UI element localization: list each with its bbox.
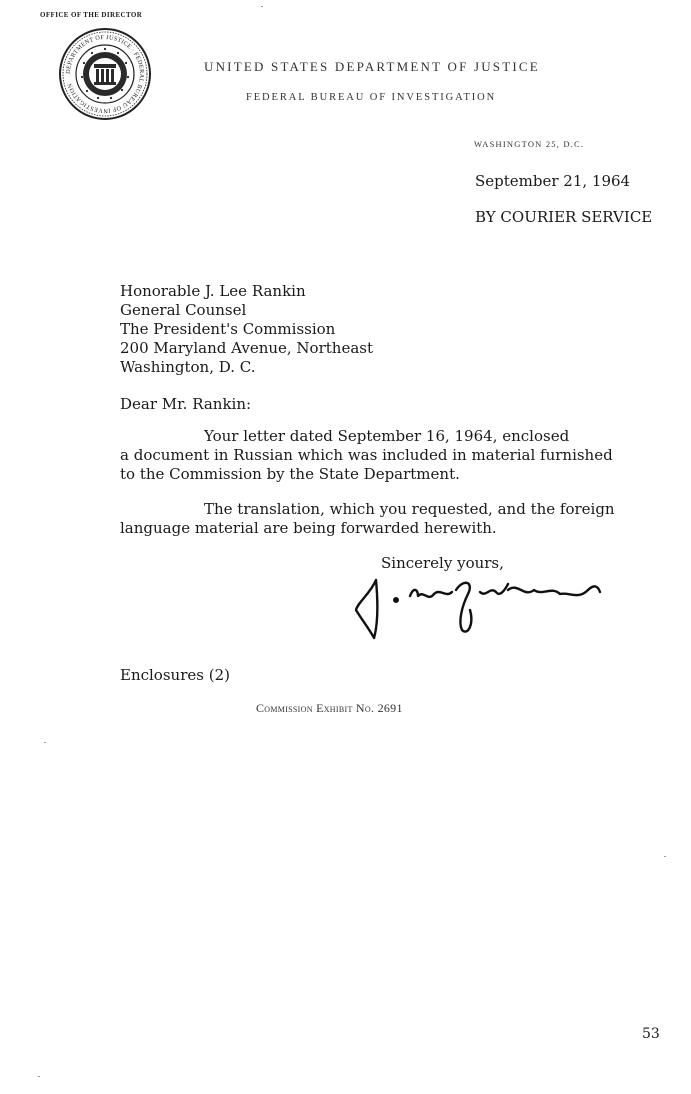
scan-speck — [261, 6, 263, 7]
office-of-director: OFFICE OF THE DIRECTOR — [40, 11, 143, 19]
closing: Sincerely yours, — [381, 554, 504, 572]
exhibit-label — [256, 701, 403, 716]
paragraph-line: The translation, which you requested, and the foreign — [204, 500, 615, 518]
body-paragraph-2 — [120, 500, 615, 538]
exhibit-text: Commission Exhibit No. 2691 — [256, 701, 403, 715]
scan-speck — [664, 856, 666, 857]
address-line: Honorable J. Lee Rankin — [120, 282, 306, 300]
scan-speck — [38, 1076, 40, 1077]
seal-text: DEPARTMENT OF JUSTICE · FEDERAL BUREAU OF INVESTIGATION — [64, 33, 146, 115]
paragraph-line: Your letter dated September 16, 1964, enclosed — [204, 427, 570, 445]
paragraph-line: a document in Russian which was included in material furnished — [120, 446, 613, 464]
address-line: General Counsel — [120, 301, 247, 319]
letter-date: September 21, 1964 — [475, 172, 631, 190]
paragraph-line: to the Commission by the State Department. — [120, 465, 460, 483]
address-line: 200 Maryland Avenue, Northeast — [120, 339, 373, 357]
location-line: WASHINGTON 25, D.C. — [474, 139, 585, 149]
delivery-method: BY COURIER SERVICE — [475, 208, 653, 226]
address-line: Washington, D. C. — [120, 358, 256, 376]
department-name: UNITED STATES DEPARTMENT OF JUSTICE — [204, 59, 540, 74]
scan-speck — [44, 742, 46, 743]
enclosures-note: Enclosures (2) — [120, 666, 230, 684]
address-line: The President's Commission — [120, 320, 336, 338]
bureau-name: FEDERAL BUREAU OF INVESTIGATION — [246, 92, 497, 103]
recipient-address — [120, 282, 373, 377]
paragraph-line: language material are being forwarded herewith. — [120, 519, 497, 537]
page-number: 53 — [642, 1026, 660, 1042]
body-paragraph-1 — [120, 427, 613, 484]
signature-icon — [348, 572, 608, 644]
salutation: Dear Mr. Rankin: — [120, 395, 252, 413]
fbi-seal-icon — [58, 27, 152, 121]
